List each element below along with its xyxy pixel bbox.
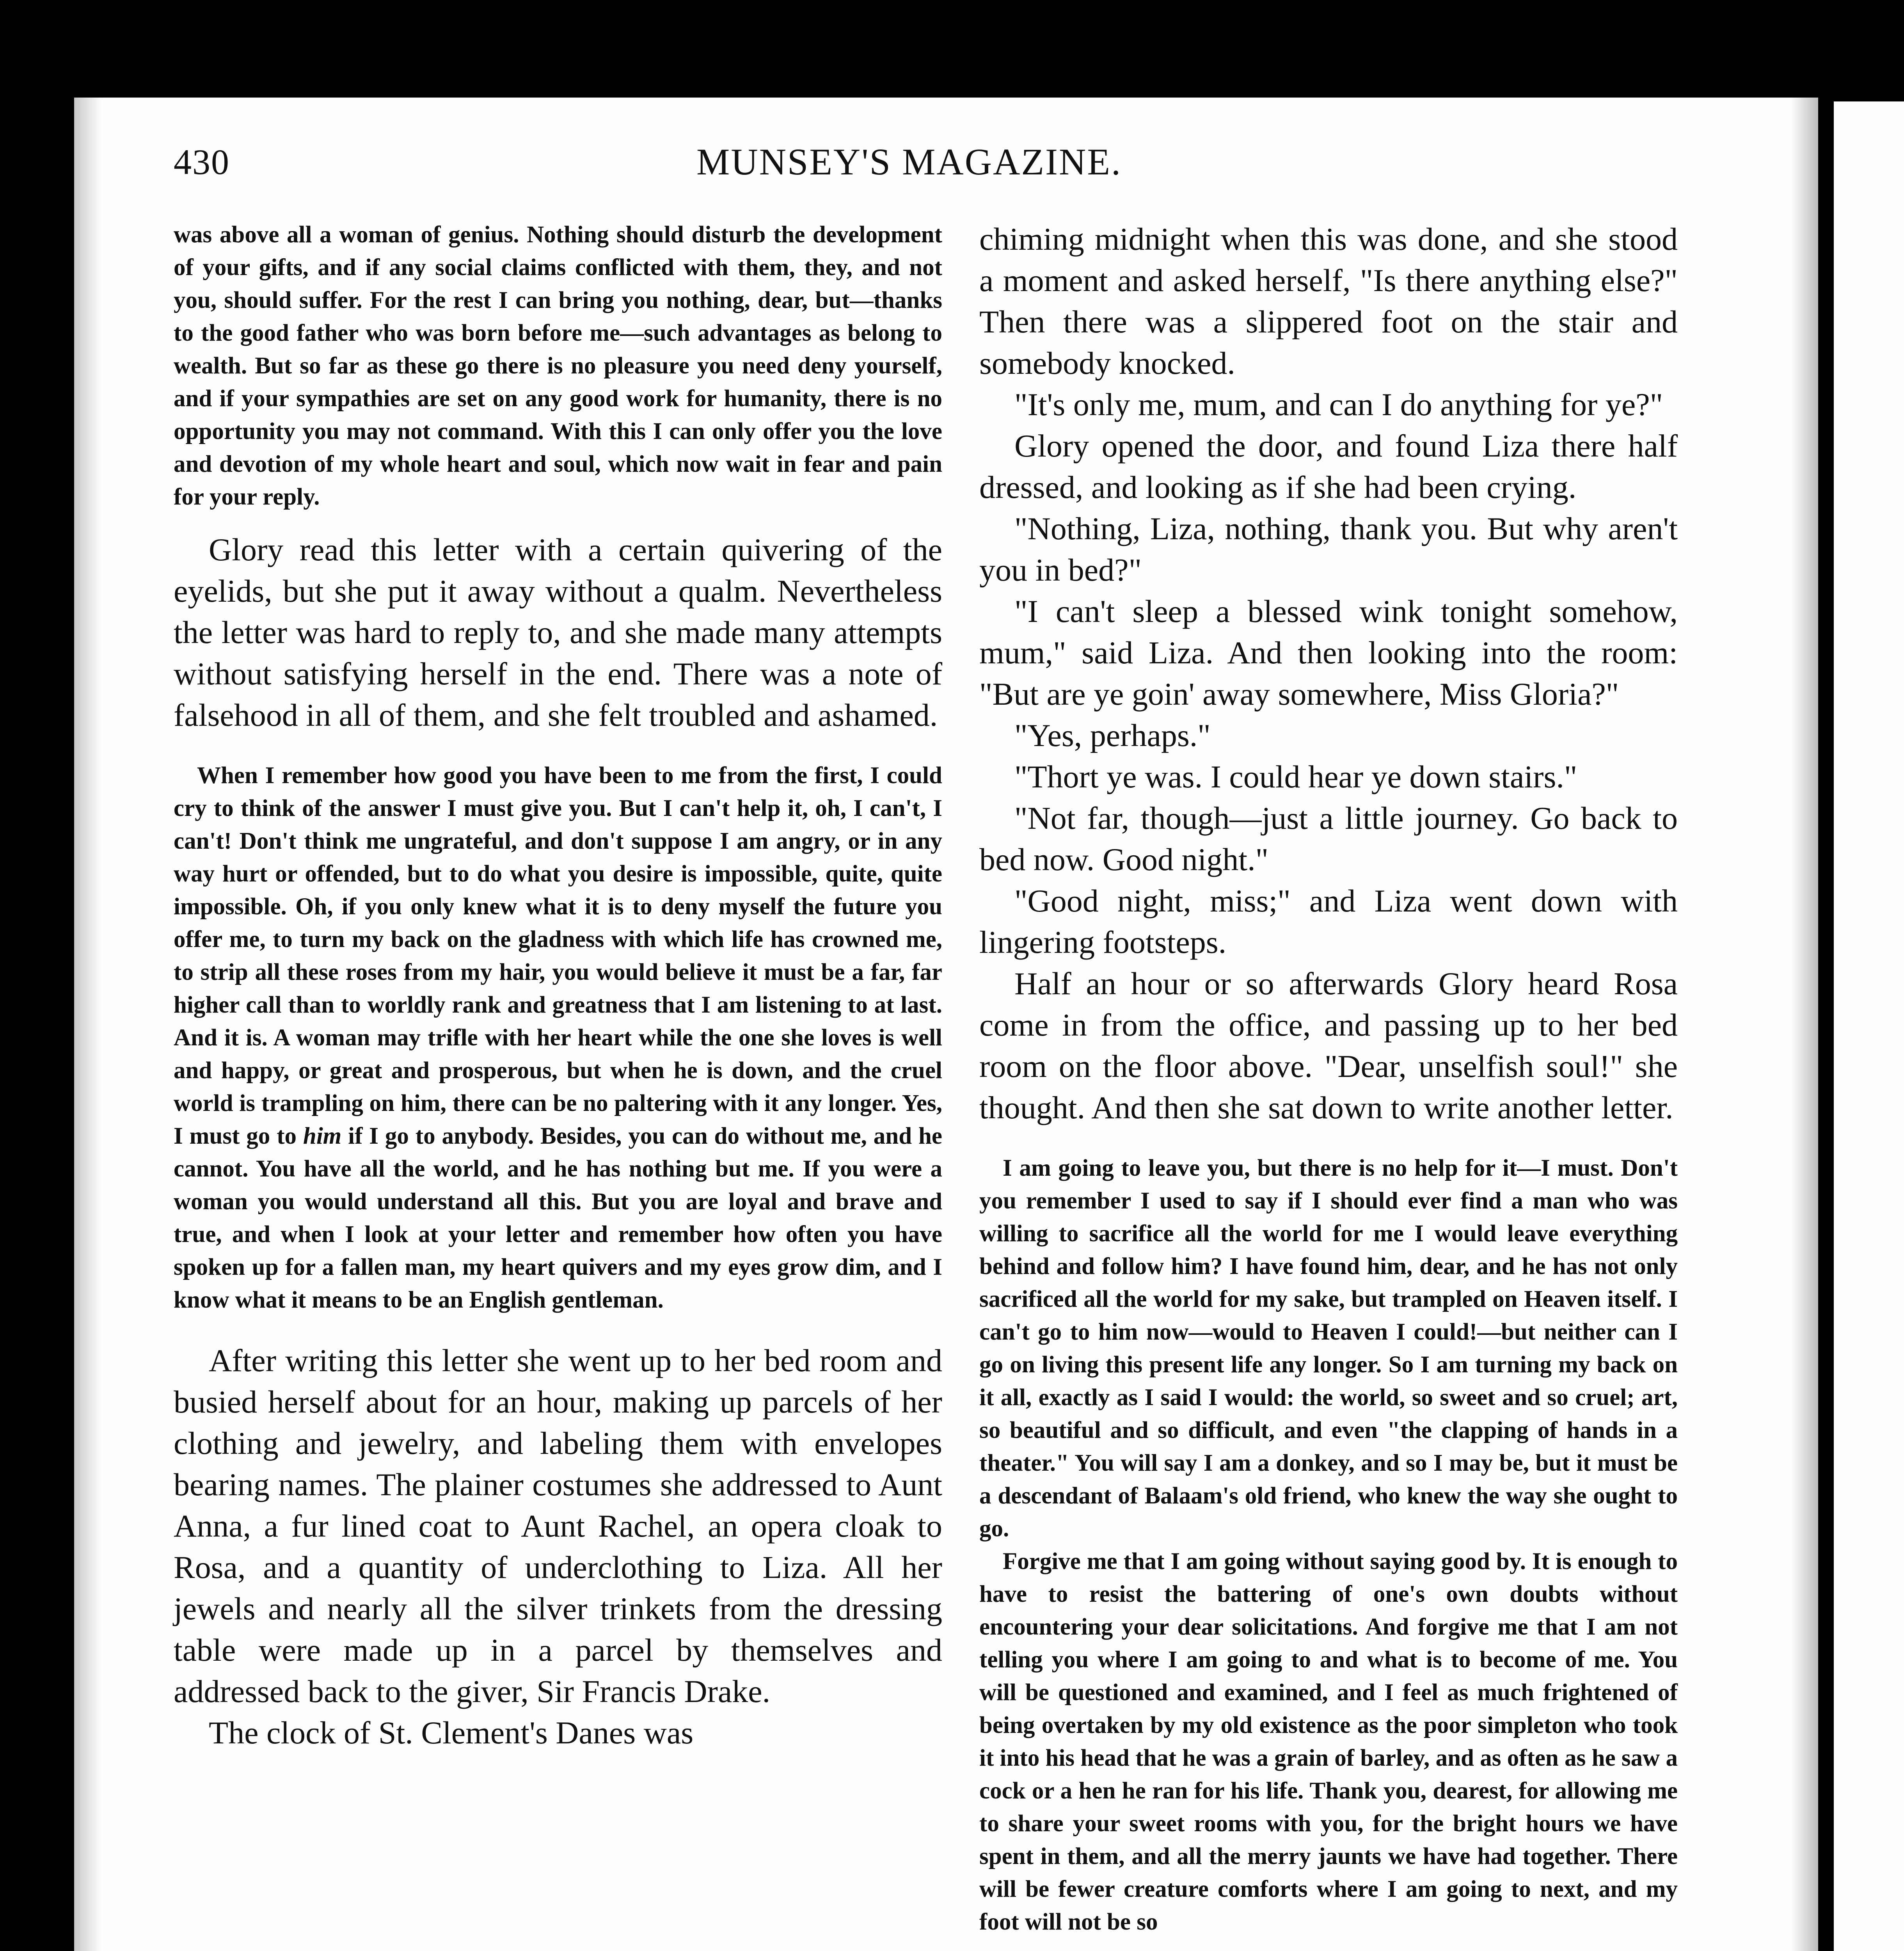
letter-1-text: was above all a woman of genius. Nothing should disturb the development of your gifts, and if any social claims conflicted with them, they, and not you, should suffer. For the rest I can bring you nothing, dear, but—thanks to the good father who was born before me—such advantages as belong to wealth. But so far as these go there is no pleasure you need deny yourself, and if your sympathies are set on any good work for humanity, there is no opportunity you may not command. With this I can only offer you the love and devotion of my whole heart and soul, which now wait in fear and pain for your reply. (174, 222, 942, 510)
dialogue-paragraph: "Not far, though—just a little journey. Go back to bed now. Good night." (979, 800, 1678, 877)
narrative-paragraph: After writing this letter she went up to her bed room and busied herself about for an hour, making up parcels of her clothing and jewelry, and labeling them with envelopes bearing names. The plainer costumes she addressed to Aunt Anna, a fur lined coat to Aunt Rachel, an opera cloak to Rosa, and a quantity of underclothing to Liza. All her jewels and nearly all the silver trinkets from the dressing table were made up in a parcel by themselves and addressed back to the giver, Sir Francis Drake. (174, 1343, 942, 1709)
page-spine-shadow (1791, 98, 1818, 1951)
dialogue-paragraph: "I can't sleep a blessed wink tonight somehow, mum," said Liza. And then looking into the room: "But are ye goin' away somewhere, Miss Gloria?" (979, 593, 1678, 712)
letter-excerpt-3 (979, 1152, 1678, 1939)
letter-3-text: I am going to leave you, but there is no help for it—I must. Don't you remember I used to say if I should ever find a man who was willing to sacrifice all the world for me I would leave everything behind and follow him? I have found him, dear, and he has not only sacrificed all the world for my sake, but trampled on Heaven itself. I can't go to him now—would to Heaven I could!—but neither can I go on living this present life any longer. So I am turning my back on it all, exactly as I said I would: the world, so sweet and so cruel; art, so beautiful and so difficult, and even "the clapping of hands in a theater." You will say I am a donkey, and so I may be, but it must be a descendant of Balaam's old friend, who knew the way she ought to go. (979, 1155, 1678, 1542)
magazine-title: MUNSEY'S MAGAZINE. (696, 141, 1122, 183)
narrative-block-1 (174, 529, 942, 736)
left-column (174, 219, 942, 1754)
adjacent-page-edge (1834, 101, 1904, 1951)
dialogue-paragraph: "Nothing, Liza, nothing, thank you. But why aren't you in bed?" (979, 511, 1678, 588)
narrative-paragraph: Glory read this letter with a certain quivering of the eyelids, but she put it away without a qualm. Nevertheless the letter was hard to reply to, and she made many attempts without satisfying herself in the end. There was a note of falsehood in all of them, and she felt troubled and ashamed. (174, 532, 942, 733)
narrative-block-3 (979, 219, 1678, 1128)
letter-3-text: Forgive me that I am going without saying good by. It is enough to have to resist the battering of one's own doubts without encountering your dear solicitations. And forgive me that I am not telling you where I am going to and what is to become of me. You will be questioned and examined, and I feel as much frightened of being overtaken by my old existence as the poor simpleton who took it into his head that he was a grain of barley, and as often as he saw a cock or a hen he ran for his life. Thank you, dearest, for allowing me to share your sweet rooms with you, for the bright hours we have spent in them, and all the merry jaunts we have had together. There will be fewer creature comforts where I am going to next, and my foot will not be so (979, 1548, 1678, 1935)
letter-excerpt-1 (174, 219, 942, 514)
dialogue-paragraph: "Good night, miss;" and Liza went down with lingering footsteps. (979, 883, 1678, 960)
page-number: 430 (174, 142, 230, 182)
page-gutter-shadow (74, 98, 101, 1951)
running-header (174, 139, 1645, 185)
dialogue-paragraph: "Yes, perhaps." (1014, 718, 1211, 753)
narrative-paragraph: chiming midnight when this was done, and she stood a moment and asked herself, "Is there anything else?" Then there was a slippered foot on the stair and somebody knocked. (979, 221, 1678, 381)
letter-2-emphasis: him (303, 1123, 342, 1149)
dialogue-paragraph: "It's only me, mum, and can I do anything for ye?" (1014, 387, 1663, 422)
narrative-paragraph: Half an hour or so afterwards Glory heard Rosa come in from the office, and passing up to her bed room on the floor above. "Dear, unselfish soul!" she thought. And then she sat down to write another letter. (979, 966, 1678, 1125)
letter-2-text-end: if I go to anybody. Besides, you can do without me, and he cannot. You have all the world, and he has nothing but me. If you were a woman you would understand all this. But you are loyal and brave and true, and when I look at your letter and remember how often you have spoken up for a fallen man, my heart quivers and my eyes grow dim, and I know what it means to be an English gentleman. (174, 1123, 943, 1313)
letter-excerpt-2 (174, 759, 942, 1317)
narrative-block-2 (174, 1340, 942, 1754)
narrative-paragraph: The clock of St. Clement's Danes was (209, 1715, 694, 1750)
letter-2-text-start: When I remember how good you have been to me from the first, I could cry to think of the answer I must give you. But I can't help it, oh, I can't, I can't! Don't think me ungrateful, and don't suppose I am angry, or in any way hurt or offended, but to do what you desire is impossible, quite, quite impossible. Oh, if you only knew what it is to deny myself the future you offer me, to turn my back on the gladness with which life has crowned me, to strip all these roses from my hair, you would believe it must be a far, far higher call than to worldly rank and greatness that I am listening to at last. And it is. A woman may trifle with her heart while the one she loves is well and happy, or great and prosperous, but when he is down, and the cruel world is trampling on him, there can be no paltering with it any longer. Yes, I must go to (174, 762, 942, 1149)
right-column (979, 219, 1678, 1939)
letter-2-text (174, 759, 942, 1317)
narrative-paragraph: Glory opened the door, and found Liza there half dressed, and looking as if she had been crying. (979, 428, 1678, 505)
dialogue-paragraph: "Thort ye was. I could hear ye down stairs." (1014, 759, 1577, 794)
